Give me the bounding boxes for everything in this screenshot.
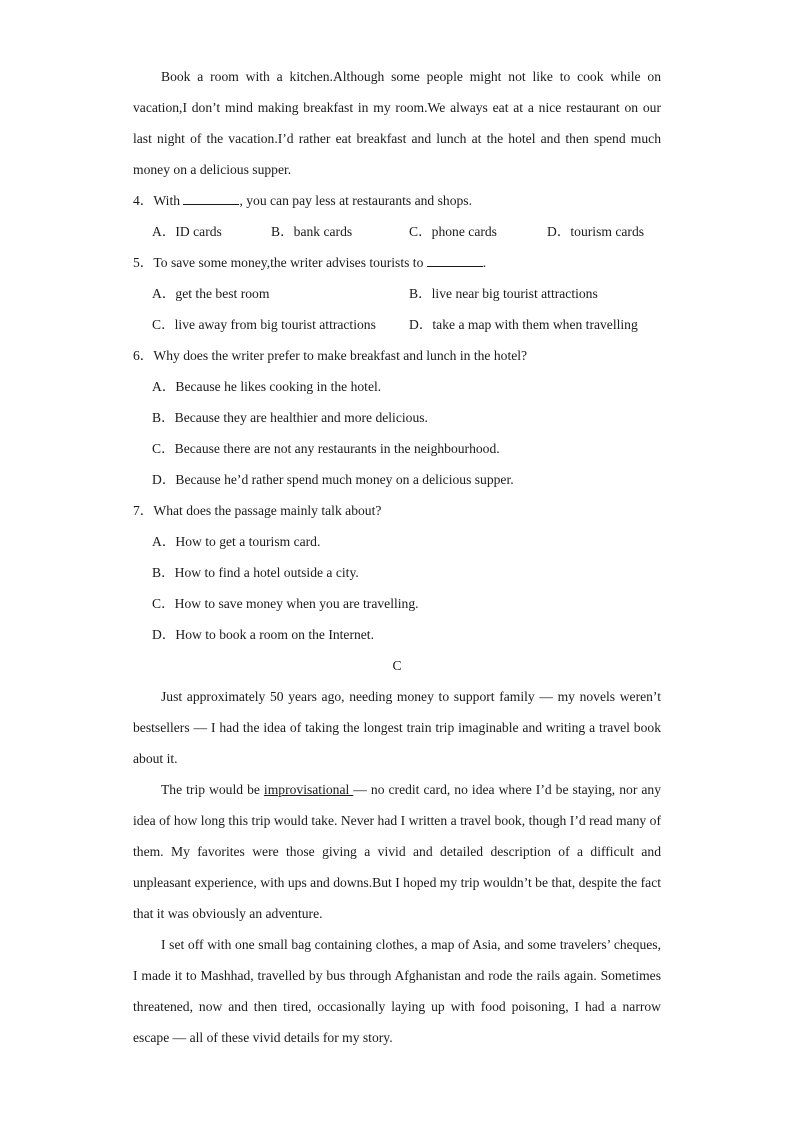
section-c-paragraph-2 (133, 774, 661, 929)
question-5-options-row-2 (133, 309, 661, 340)
option-a: A．ID cards (152, 224, 222, 239)
option-b: B．How to find a hotel outside a city. (152, 565, 359, 580)
option-b: B．Because they are healthier and more delicious. (152, 410, 428, 425)
option-d: D．How to book a room on the Internet. (152, 627, 374, 642)
section-c-paragraph-1: Just approximately 50 years ago, needing money to support family — my novels weren’t bestsellers — I had the idea of taking the longest train trip imaginable and writing a travel book about it. (133, 689, 661, 766)
option-d: D．Because he’d rather spend much money on a delicious supper. (152, 472, 514, 487)
option-c: C．phone cards (409, 224, 497, 239)
question-4 (133, 185, 661, 216)
question-4-prefix: 4．With (133, 193, 184, 208)
option-b: B．live near big tourist attractions (409, 286, 598, 301)
section-c-heading: C (392, 658, 402, 673)
question-4-options (133, 216, 661, 247)
question-4-suffix: , you can pay less at restaurants and shops. (239, 193, 472, 208)
question-7: 7．What does the passage mainly talk about? (133, 503, 382, 518)
passage-b-tail: Book a room with a kitchen.Although some people might not like to cook while on vacation,I don’t mind making breakfast in my room.We always eat at a nice restaurant on our last night of the vacation.I’d rather eat breakfast and lunch at the hotel and then spend much money on a delicious supper. (133, 69, 661, 177)
option-c: C．Because there are not any restaurants in the neighbourhood. (152, 441, 500, 456)
question-5-suffix: . (482, 255, 487, 270)
document-page (133, 61, 661, 1053)
option-a: A．Because he likes cooking in the hotel. (152, 379, 382, 394)
paragraph-2-start: The trip would be (161, 782, 264, 797)
option-c: C．How to save money when you are travelling. (152, 596, 419, 611)
question-5-options-row-1 (133, 278, 661, 309)
option-a: A．How to get a tourism card. (152, 534, 321, 549)
option-d: D．take a map with them when travelling (409, 317, 638, 332)
section-c-paragraph-3: I set off with one small bag containing clothes, a map of Asia, and some travelers’ cheques, I made it to Mashhad, travelled by bus through Afghanistan and rode the rails again. Sometimes threatened, now and then tired, occasionally laying up with food poisoning, I had a narrow escape — all of these vivid details for my story. (133, 937, 661, 1045)
question-6: 6．Why does the writer prefer to make breakfast and lunch in the hotel? (133, 348, 528, 363)
answer-blank (183, 192, 239, 205)
underlined-word: improvisational (263, 782, 354, 797)
question-5 (133, 247, 661, 278)
question-5-prefix: 5．To save some money,the writer advises tourists to (133, 255, 427, 270)
option-b: B．bank cards (271, 224, 353, 239)
answer-blank (427, 254, 483, 267)
option-a: A．get the best room (152, 286, 270, 301)
paragraph-2-rest: — no credit card, no idea where I’d be staying, nor any idea of how long this trip would take. Never had I written a travel book, though I’d read many of them. My favorites were those giving a vivid and detailed description of a difficult and unpleasant experience, with ups and downs.But I hoped my trip wouldn’t be that, despite the fact that it was obviously an adventure. (133, 782, 661, 921)
option-c: C．live away from big tourist attractions (152, 317, 376, 332)
option-d: D．tourism cards (547, 224, 645, 239)
